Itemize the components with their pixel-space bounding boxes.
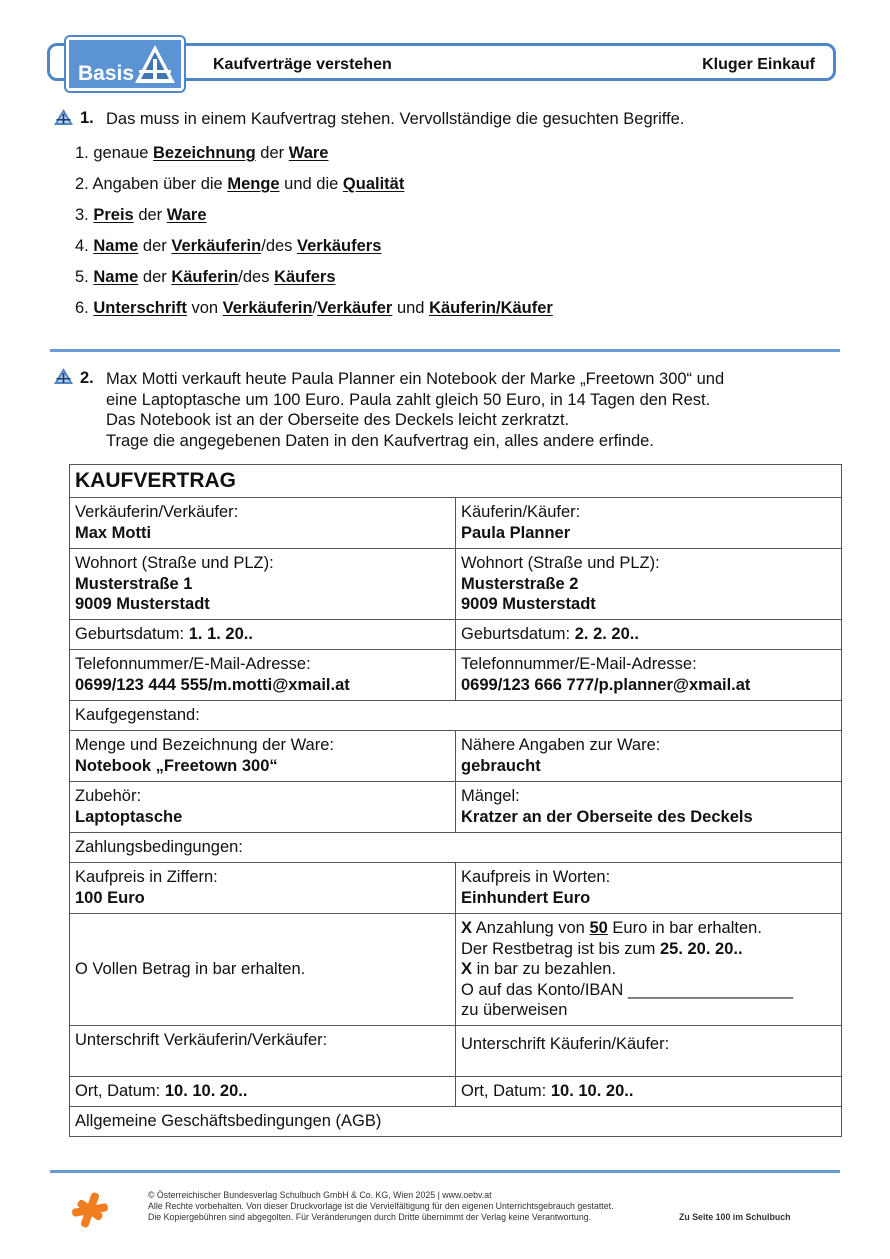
cash-line xyxy=(461,959,836,980)
instruction-line: Das Notebook ist an der Oberseite des Deckels leicht zerkratzt. xyxy=(106,411,570,429)
buyer-birth-cell xyxy=(456,620,842,650)
price-words-value: Einhundert Euro xyxy=(461,888,591,907)
filled-term: Unterschrift xyxy=(93,299,187,317)
term-text: von xyxy=(186,299,223,317)
list-item-number: 6. xyxy=(75,299,89,317)
buyer-name: Paula Planner xyxy=(461,523,571,542)
list-item xyxy=(75,173,553,204)
footer-copyright xyxy=(148,1190,614,1223)
deposit-line xyxy=(461,918,836,939)
details-value: gebraucht xyxy=(461,756,541,775)
price-digits-cell xyxy=(70,863,456,914)
list-item xyxy=(75,266,553,297)
seller-city: 9009 Musterstadt xyxy=(75,595,210,613)
transfer-line: zu überweisen xyxy=(461,1001,568,1019)
task-instruction: Das muss in einem Kaufvertrag stehen. Vervollständige die gesuchten Begriffe. xyxy=(106,110,685,128)
term-text: genaue xyxy=(93,144,154,162)
field-label: Geburtsdatum: xyxy=(75,625,185,643)
task-number: 1. xyxy=(80,109,94,127)
cash-text: in bar zu bezahlen. xyxy=(472,960,617,978)
field-label: Wohnort (Straße und PLZ): xyxy=(75,554,274,572)
list-item-number: 4. xyxy=(75,237,89,255)
installment-cell xyxy=(456,914,842,1026)
list-item xyxy=(75,204,553,235)
triangle-logo-icon xyxy=(133,43,177,87)
footer-line: Alle Rechte vorbehalten. Von dieser Druckvorlage ist die Vervielfältigung für den eigenen Unterrichtsgebrauch gestattet. xyxy=(148,1201,614,1211)
field-label: Telefonnummer/E-Mail-Adresse: xyxy=(461,655,697,673)
section-divider xyxy=(50,349,840,352)
field-label: Telefonnummer/E-Mail-Adresse: xyxy=(75,655,311,673)
level-triangle-icon xyxy=(53,367,74,385)
accessories-value: Laptoptasche xyxy=(75,807,183,826)
details-cell xyxy=(456,731,842,782)
level-triangle-icon xyxy=(53,108,74,126)
rest-text: Der Restbetrag ist bis zum xyxy=(461,939,660,958)
list-item-number: 3. xyxy=(75,206,89,224)
oebv-logo-icon xyxy=(70,1190,110,1230)
field-label: Zubehör: xyxy=(75,787,142,805)
list-item xyxy=(75,142,553,173)
task-instruction xyxy=(106,369,724,451)
field-label: Kaufpreis in Ziffern: xyxy=(75,868,218,886)
filled-term: Käuferin/Käufer xyxy=(429,299,553,317)
buyer-address-cell xyxy=(456,549,842,620)
rest-date: 25. 20. 20.. xyxy=(659,939,743,958)
term-text: Angaben über die xyxy=(92,175,228,193)
seller-signature-cell: Unterschrift Verkäuferin/Verkäufer: xyxy=(70,1026,456,1077)
filled-term: Verkäuferin xyxy=(171,237,262,255)
deposit-text: Anzahlung von xyxy=(472,919,590,937)
list-item xyxy=(75,235,553,266)
footer-divider xyxy=(50,1170,840,1173)
seller-birthdate: 1. 1. 20.. xyxy=(188,625,253,643)
contract-table xyxy=(69,464,842,1137)
list-item-number: 2. xyxy=(75,175,89,193)
buyer-signature-cell: Unterschrift Käuferin/Käufer: xyxy=(456,1026,842,1077)
term-text: und xyxy=(392,299,430,317)
field-label: Ort, Datum: xyxy=(75,1082,161,1100)
page-title: Kaufverträge verstehen xyxy=(213,56,392,73)
term-text: der xyxy=(255,144,289,162)
buyer-street: Musterstraße 2 xyxy=(461,574,579,593)
list-item-number: 5. xyxy=(75,268,89,286)
quantity-cell xyxy=(70,731,456,782)
term-text: /des xyxy=(261,237,298,255)
defects-cell xyxy=(456,782,842,833)
page-category: Kluger Einkauf xyxy=(702,56,815,73)
seller-birth-cell xyxy=(70,620,456,650)
seller-place-date-cell xyxy=(70,1077,456,1107)
deposit-amount: 50 xyxy=(589,919,608,937)
seller-contact: 0699/123 444 555/m.motti@xmail.at xyxy=(75,675,350,694)
seller-street: Musterstraße 1 xyxy=(75,574,193,593)
list-item-number: 1. xyxy=(75,144,89,162)
filled-term: Käuferin xyxy=(171,268,239,286)
price-words-cell xyxy=(456,863,842,914)
field-label: Menge und Bezeichnung der Ware: xyxy=(75,736,334,754)
filled-term: Menge xyxy=(227,175,280,193)
field-label: Ort, Datum: xyxy=(461,1082,547,1100)
deposit-mark: X xyxy=(461,919,473,937)
basis-logo xyxy=(66,37,184,91)
list-item xyxy=(75,297,553,328)
field-label: Verkäuferin/Verkäufer: xyxy=(75,503,239,521)
filled-term: Verkäuferin xyxy=(222,299,313,317)
quantity-value: Notebook „Freetown 300“ xyxy=(75,756,278,775)
buyer-birthdate: 2. 2. 20.. xyxy=(574,625,639,643)
field-label: Geburtsdatum: xyxy=(461,625,571,643)
filled-term: Qualität xyxy=(342,175,405,193)
instruction-line: Max Motti verkauft heute Paula Planner ein Notebook der Marke „Freetown 300“ und xyxy=(106,370,725,388)
agb-row: Allgemeine Geschäftsbedingungen (AGB) xyxy=(70,1107,842,1137)
seller-address-cell xyxy=(70,549,456,620)
term-text: der xyxy=(133,206,167,224)
contract-title: KAUFVERTRAG xyxy=(70,465,842,498)
field-label: Nähere Angaben zur Ware: xyxy=(461,736,661,754)
instruction-line: Trage die angegebenen Daten in den Kaufvertrag ein, alles andere erfinde. xyxy=(106,431,654,450)
buyer-cell xyxy=(456,498,842,549)
term-text: der xyxy=(138,237,172,255)
buyer-place-date: 10. 10. 20.. xyxy=(550,1082,634,1100)
filled-term: Verkäufer xyxy=(317,299,393,317)
field-label: Kaufpreis in Worten: xyxy=(461,868,611,886)
filled-term: Ware xyxy=(166,206,207,224)
term-text: der xyxy=(138,268,172,286)
filled-term: Name xyxy=(93,237,139,255)
account-line: O auf das Konto/IBAN __________________ xyxy=(461,980,794,999)
term-list xyxy=(75,142,553,328)
filled-term: Verkäufers xyxy=(297,237,382,255)
field-label: Wohnort (Straße und PLZ): xyxy=(461,554,660,572)
seller-contact-cell xyxy=(70,650,456,701)
payment-section-label: Zahlungsbedingungen: xyxy=(70,833,842,863)
seller-cell xyxy=(70,498,456,549)
buyer-contact: 0699/123 666 777/p.planner@xmail.at xyxy=(461,675,751,694)
term-text: und die xyxy=(279,175,343,193)
object-section-label: Kaufgegenstand: xyxy=(70,701,842,731)
term-text: / xyxy=(312,299,318,317)
deposit-text-end: Euro in bar erhalten. xyxy=(607,919,762,937)
accessories-cell xyxy=(70,782,456,833)
footer-line: Die Kopiergebühren sind abgegolten. Für Veränderungen durch Dritte übernimmt der Verlag keine Verantwortung. xyxy=(148,1212,592,1222)
buyer-city: 9009 Musterstadt xyxy=(461,595,596,613)
defects-value: Kratzer an der Oberseite des Deckels xyxy=(461,807,753,826)
filled-term: Bezeichnung xyxy=(153,144,256,162)
footer-line: © Österreichischer Bundesverlag Schulbuch GmbH & Co. KG, Wien 2025 | www.oebv.at xyxy=(148,1190,492,1200)
seller-name: Max Motti xyxy=(75,523,152,542)
filled-term: Käufers xyxy=(274,268,336,286)
filled-term: Ware xyxy=(288,144,329,162)
price-digits-value: 100 Euro xyxy=(75,888,145,907)
seller-place-date: 10. 10. 20.. xyxy=(164,1082,248,1100)
schoolbook-page-ref: Zu Seite 100 im Schulbuch xyxy=(679,1212,791,1222)
field-label: Mängel: xyxy=(461,787,520,805)
buyer-contact-cell xyxy=(456,650,842,701)
rest-line xyxy=(461,939,836,960)
full-amount-option: O Vollen Betrag in bar erhalten. xyxy=(70,914,456,1026)
cash-mark: X xyxy=(461,960,473,978)
filled-term: Preis xyxy=(93,206,134,224)
task-number: 2. xyxy=(80,369,94,387)
filled-term: Name xyxy=(93,268,139,286)
buyer-place-date-cell xyxy=(456,1077,842,1107)
instruction-line: eine Laptoptasche um 100 Euro. Paula zahlt gleich 50 Euro, in 14 Tagen den Rest. xyxy=(106,390,711,409)
term-text: /des xyxy=(238,268,275,286)
logo-text: Basis xyxy=(78,62,135,85)
field-label: Käuferin/Käufer: xyxy=(461,503,581,521)
